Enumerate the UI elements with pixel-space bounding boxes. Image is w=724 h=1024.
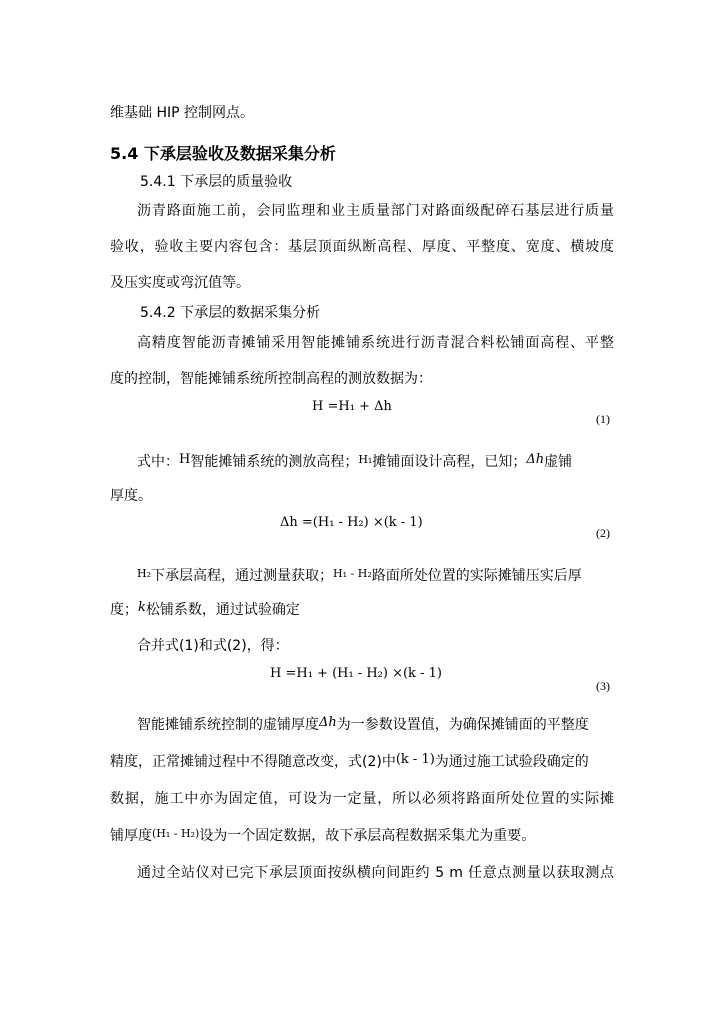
text-segment: 铺厚度	[110, 828, 152, 844]
symbol-k: k	[138, 600, 146, 615]
paragraph-line: 高精度智能沥青摊铺采用智能摊铺系统进行沥青混合料松铺面高程、平整	[137, 335, 614, 351]
paragraph-line: 度的控制，智能摊铺系统所控制高程的测放数据为：	[110, 371, 432, 387]
equation-2-number: (2)	[596, 526, 610, 540]
symbol-k-minus-1: (k - 1)	[395, 752, 435, 767]
paragraph-line: 及压实度或弯沉值等。	[110, 275, 250, 291]
def-text: 路面所处位置的实际摊铺压实后厚	[371, 568, 582, 584]
equation-2	[280, 514, 423, 532]
paragraph-line: 合并式(1)和式(2)，得：	[137, 638, 289, 654]
symbol-H1-minus-H2: H₁ - H₂	[333, 567, 372, 580]
equation-1-number: (1)	[596, 412, 610, 426]
def-text: 松铺系数，通过试验确定	[145, 602, 300, 618]
def-text: 摊铺面设计高程，已知；	[372, 454, 527, 470]
equation-2-text: Δh =(H₁ - H₂) ×(k - 1)	[280, 515, 423, 530]
paragraph-line	[137, 716, 589, 735]
paragraph-line: 验收，验收主要内容包含：基层顶面纵断高程、厚度、平整度、宽度、横坡度	[110, 239, 614, 255]
symbol-definition-line	[137, 453, 572, 472]
symbol-paren-H1-minus-H2: (H₁ - H₂)	[152, 827, 200, 840]
equation-3-text: H =H₁ + (H₁ - H₂) ×(k - 1)	[270, 666, 442, 681]
symbol-H1: H₁	[358, 453, 373, 466]
paragraph-line: 数据，施工中亦为固定值，可设为一定量，所以必须将路面所处位置的实际摊	[110, 791, 614, 807]
paragraph-intro: 维基础 HIP 控制网点。	[110, 105, 254, 121]
subsection-heading-quality: 5.4.1 下承层的质量验收	[140, 174, 293, 190]
text-segment: 设为一个固定数据，故下承层高程数据采集尤为重要。	[199, 828, 536, 844]
paragraph-line	[110, 753, 589, 772]
def-text: 虚铺	[544, 454, 573, 470]
def-text: 度；	[110, 602, 138, 618]
section-heading: 5.4 下承层验收及数据采集分析	[110, 144, 336, 163]
paragraph-line: 沥青路面施工前，会同监理和业主质量部门对路面级配碎石基层进行质量	[137, 203, 614, 219]
def-text: 智能摊铺系统的测放高程；	[190, 454, 359, 470]
equation-3	[270, 665, 442, 683]
equation-3-number: (3)	[596, 679, 610, 693]
symbol-H: H	[179, 452, 191, 467]
symbol-delta-h: Δh	[319, 715, 337, 730]
text-segment: 为通过施工试验段确定的	[434, 754, 589, 770]
def-text: 下承层高程，通过测量获取；	[151, 568, 334, 584]
symbol-definition-line	[110, 601, 300, 620]
symbol-H2: H₂	[137, 567, 152, 580]
text-segment: 为一参数设置值，为确保摊铺面的平整度	[336, 717, 589, 733]
symbol-definition-line	[137, 567, 582, 586]
label-where: 式中：	[137, 454, 179, 470]
equation-1	[312, 398, 392, 416]
equation-1-text: H =H₁ + Δh	[312, 399, 392, 414]
paragraph-line: 通过全站仪对已完下承层顶面按纵横向间距约 5 m 任意点测量以获取测点	[137, 865, 614, 881]
paragraph-line: 厚度。	[110, 488, 152, 504]
text-segment: 精度，正常摊铺过程中不得随意改变，式(2)中	[110, 754, 396, 770]
paragraph-line	[110, 827, 535, 846]
text-segment: 智能摊铺系统控制的虚铺厚度	[137, 717, 319, 733]
symbol-delta-h: Δh	[526, 452, 545, 467]
subsection-heading-data: 5.4.2 下承层的数据采集分析	[140, 305, 321, 321]
